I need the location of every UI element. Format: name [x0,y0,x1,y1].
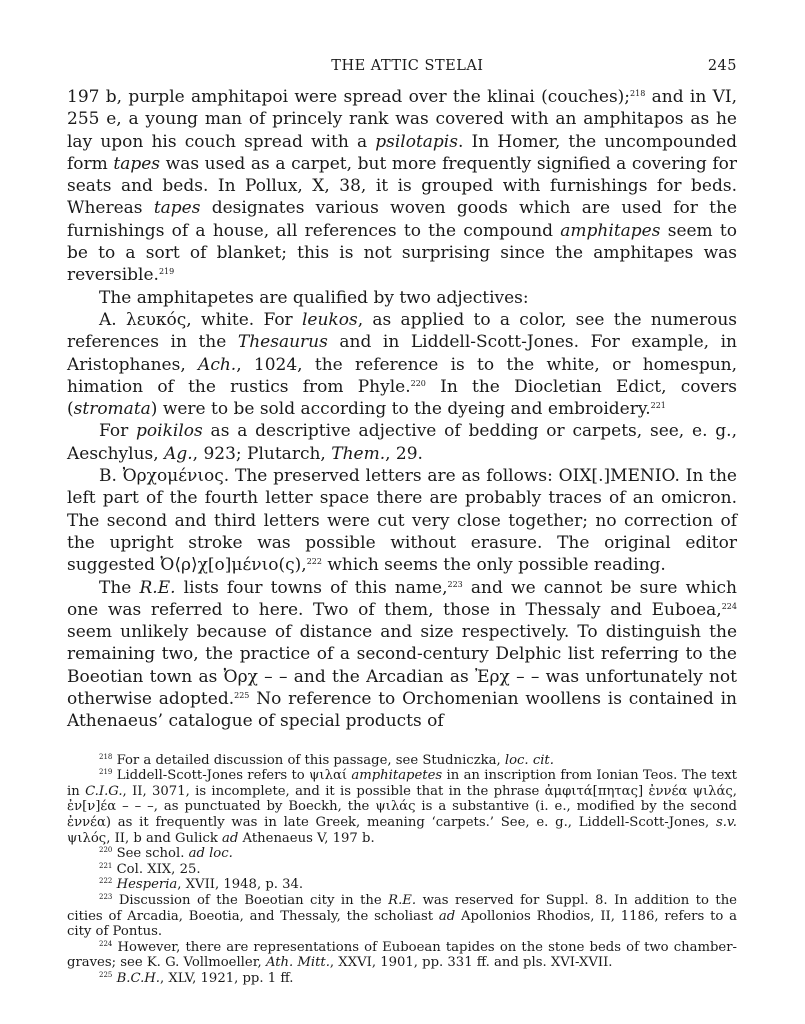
footnote: $^{222}$ Hesperia, XVII, 1948, p. 34. [99,877,304,893]
paragraph: The R.E. lists four towns of this name,$^{223}$ and we cannot be sure which one was referred to here. Two of them, those in Thessaly and Euboea,$^{224}$ seem unlikely because of distance and size respectively. To distinguish the remaining two, the practice of a second-century Delphic list referring to the Boeotian town as Ὀρχ – – and the Arcadian as Ἐρχ – – was unfortunately not otherwise adopted.$^{225}$ No reference to Orchomenian woollens is contained in Athenaeus’ catalogue of special products of [67,577,737,732]
footnote: $^{224}$ However, there are representations of Euboean tapides on the stone beds of two chamber-graves; see K. G. Vollmoeller, Ath. Mitt., XXVI, 1901, pp. 331 ff. and pls. XVI-XVII. [67,939,737,971]
main-text [67,86,737,733]
paragraph: For poikilos as a descriptive adjective of bedding or carpets, see, e. g., Aeschylus, Ag., 923; Plutarch, Them., 29. [67,421,737,464]
footnote: $^{223}$ Discussion of the Boeotian city in the R.E. was reserved for Suppl. 8. In addition to the cities of Arcadia, Boeotia, and Thessaly, the scholiast ad Apollonios Rhodios, II, 1186, refers to a city of Pontus. [67,892,738,940]
paragraph: A. λευκός, white. For leukos, as applied to a color, see the numerous references in the Thesaurus and in Liddell-Scott-Jones. For example, in Aristophanes, Ach., 1024, the reference is to the white, or homespun, himation of the rustics from Phyle.$^{220}$ In the Diocletian Edict, covers (stromata) were to be sold according to the dyeing and embroidery.$^{221}$ [67,309,737,420]
footnotes [67,753,737,987]
paragraph: 197 b, purple amphitapoi were spread over the klinai (couches);$^{218}$ and in VI, 255 e, a young man of princely rank was covered with an amphitapos as he lay upon his couch spread with a psilotapis. In Homer, the uncompounded form tapes was used as a carpet, but more frequently signified a covering for seats and beds. In Pollux, X, 38, it is grouped with furnishings for beds. Whereas tapes designates various woven goods which are used for the furnishings of a house, all references to the compound amphitapes seem to be to a sort of blanket; this is not surprising since the amphitapes was reversible.$^{219}$ [67,87,737,286]
running-header [67,58,737,86]
running-title: THE ATTIC STELAI [331,58,484,74]
paragraph: The amphitapetes are qualified by two adjectives: [99,287,529,308]
page [67,58,737,987]
page-number: 245 [707,58,737,74]
footnote: $^{225}$ B.C.H., XLV, 1921, pp. 1 ff. [99,970,294,986]
footnote: $^{220}$ See schol. ad loc. [99,846,233,862]
footnote: $^{219}$ Liddell-Scott-Jones refers to ψιλαί amphitapetes in an inscription from Ionian Teos. The text in C.I.G., II, 3071, is incomplete, and it is possible that in the phrase ἀμφιτά[πητας] ἐννέα ψιλάς, ἐν[ν]έα – – –, as punctuated by Boeckh, the ψιλάς is a substantive (i. e., modified by the second ἐννέα) as it frequently was in late Greek, meaning ‘carpets.’ See, e. g., Liddell-Scott-Jones, s.v. ψιλός, II, b and Gulick ad Athenaeus V, 197 b. [67,768,737,846]
footnote: $^{221}$ Col. XIX, 25. [99,861,201,877]
footnote: $^{218}$ For a detailed discussion of this passage, see Studniczka, loc. cit. [99,752,554,768]
paragraph: B. Ὀρχομένιος. The preserved letters are as follows: OIX[.]MENIO. In the left part of the fourth letter space there are probably traces of an omicron. The second and third letters were cut very close together; no correction of the upright stroke was possible without erasure. The original editor suggested Ὀ⟨ρ⟩χ[ο]μένιο(ς),$^{222}$ which seems the only possible reading. [67,466,737,576]
